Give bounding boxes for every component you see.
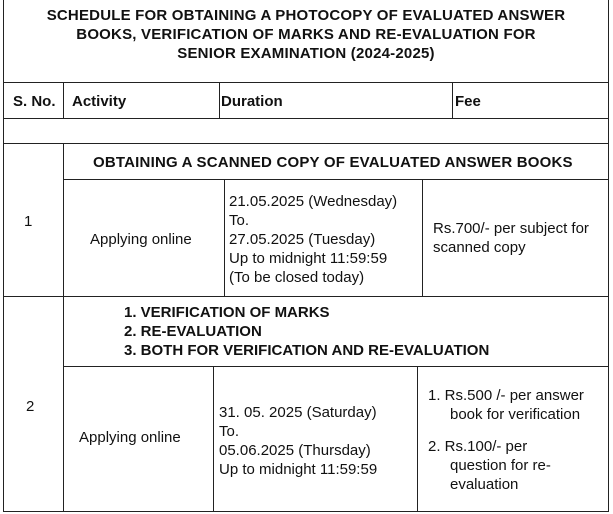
page-title — [3, 6, 609, 63]
section1-heading: OBTAINING A SCANNED COPY OF EVALUATED ANSWER BOOKS — [93, 154, 573, 171]
header-col-sno-line — [63, 82, 64, 118]
section1-duration-line — [422, 179, 423, 296]
section2-fee-2 — [428, 437, 551, 494]
section2-item-3: 3. BOTH FOR VERIFICATION AND RE-EVALUATION — [124, 342, 490, 359]
section1-duration-line-5: (To be closed today) — [229, 269, 365, 286]
section2-duration-line-2: To. — [219, 423, 240, 440]
title-line-3: SENIOR EXAMINATION (2024-2025) — [177, 45, 435, 62]
header-bottom-line — [3, 118, 609, 119]
section1-activity: Applying online — [90, 231, 192, 248]
header-duration: Duration — [221, 93, 283, 110]
title-line-2: BOOKS, VERIFICATION OF MARKS AND RE-EVALUATION FOR — [76, 26, 536, 43]
header-col-activity-line — [219, 82, 220, 118]
section2-item-2: 2. RE-EVALUATION — [124, 323, 262, 340]
section2-sno: 2 — [26, 398, 35, 415]
section1-fee-line-1: Rs.700/- per subject for — [433, 220, 589, 237]
section2-sno-line — [63, 296, 64, 512]
section2-heading-line — [63, 366, 609, 367]
section2-activity: Applying online — [79, 429, 181, 446]
header-col-duration-line — [452, 82, 453, 118]
header-activity: Activity — [72, 93, 127, 110]
section1-activity-line — [224, 179, 225, 296]
section2-duration-line-1: 31. 05. 2025 (Saturday) — [219, 404, 377, 421]
section1-duration-line-3: 27.05.2025 (Tuesday) — [229, 231, 376, 248]
section1-fee-line-2: scanned copy — [433, 239, 526, 256]
section1-fee — [433, 219, 589, 257]
section2-fee-2-line-2: question for re- — [450, 457, 551, 474]
section1-sno: 1 — [24, 213, 33, 230]
section-divider-line — [3, 296, 609, 297]
section2-fee-1 — [428, 386, 584, 424]
section2-activity-line — [213, 366, 214, 512]
section1-heading-line — [63, 179, 609, 180]
header-fee: Fee — [455, 93, 481, 110]
section2-fee-2-line-3: evaluation — [450, 476, 519, 493]
spacer-bottom-line — [3, 143, 609, 144]
section2-duration-line — [417, 366, 418, 512]
section2-fee-1-line-1: 1. Rs.500 /- per answer — [428, 387, 584, 404]
section2-duration-line-4: Up to midnight 11:59:59 — [219, 461, 378, 478]
section2-duration — [219, 403, 377, 479]
title-line-1: SCHEDULE FOR OBTAINING A PHOTOCOPY OF EVALUATED ANSWER — [46, 7, 566, 24]
section2-fee-2-line-1: 2. Rs.100/- per — [428, 438, 528, 455]
section1-duration-line-1: 21.05.2025 (Wednesday) — [229, 193, 398, 210]
header-top-line — [3, 82, 609, 83]
header-sno: S. No. — [13, 93, 56, 110]
section2-item-1: 1. VERIFICATION OF MARKS — [124, 304, 330, 321]
section1-duration-line-2: To. — [229, 212, 250, 229]
section2-items — [124, 303, 489, 360]
section1-duration-line-4: Up to midnight 11:59:59 — [229, 250, 388, 267]
section1-sno-line — [63, 143, 64, 296]
section1-duration — [229, 192, 397, 287]
section2-fee-1-line-2: book for verification — [450, 406, 581, 423]
section2-duration-line-3: 05.06.2025 (Thursday) — [219, 442, 371, 459]
